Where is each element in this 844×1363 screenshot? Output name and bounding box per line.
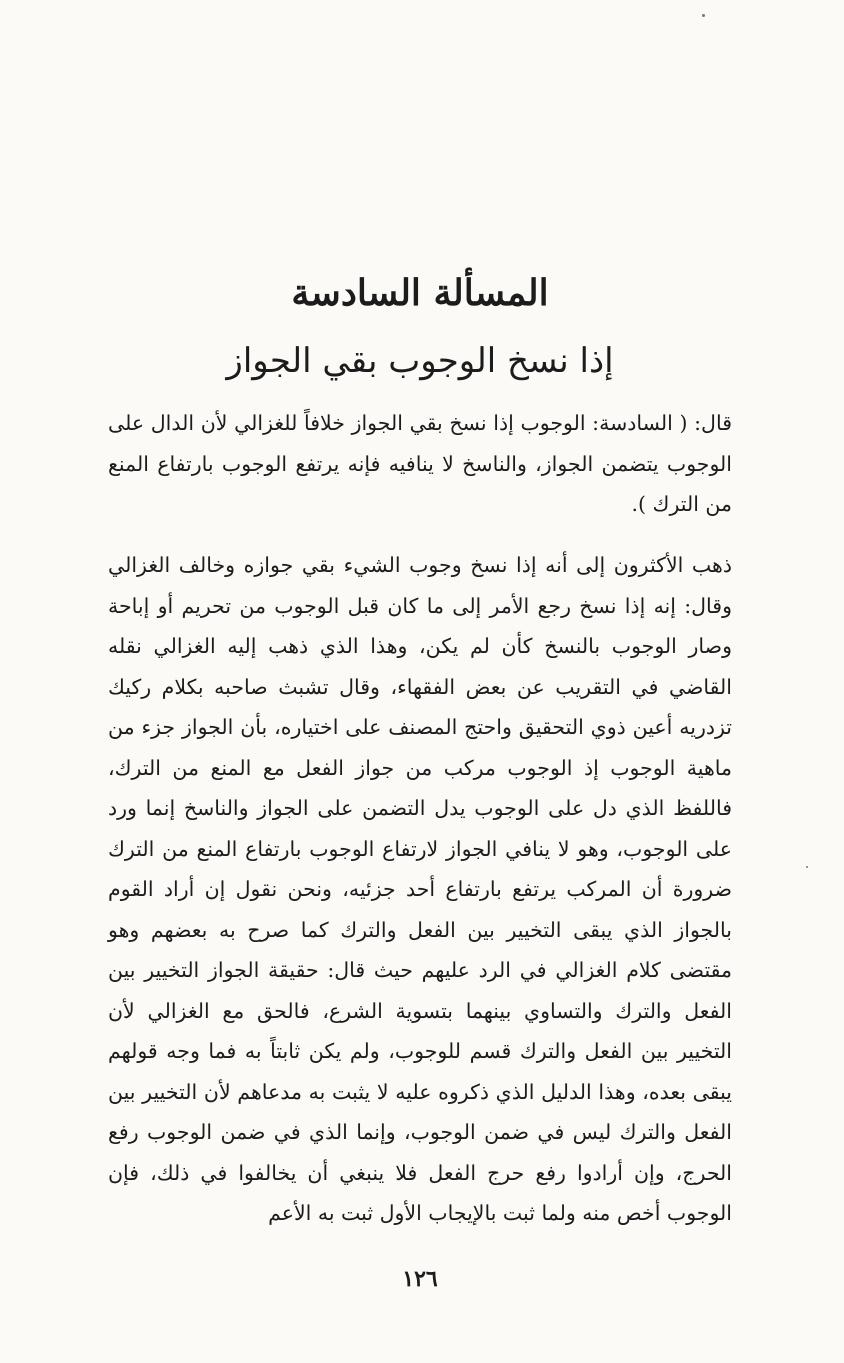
page-number: ١٢٦ xyxy=(402,1266,438,1292)
quoted-text-block xyxy=(108,403,732,525)
quote-paragraph: قال: ( السادسة: الوجوب إذا نسخ بقي الجواز خلافاً للغزالي لأن الدال على الوجوب يتضمن الجواز، والناسخ لا ينافيه فإنه يرتفع الوجوب بارتفاع المنع من الترك ). xyxy=(108,411,732,516)
chapter-title: المسألة السادسة xyxy=(291,272,549,314)
commentary-text-block xyxy=(108,545,732,1234)
body-paragraph: ذهب الأكثرون إلى أنه إذا نسخ وجوب الشيء بقي جوازه وخالف الغزالي وقال: إنه إذا نسخ رجع الأمر إلى ما كان قبل الوجوب من تحريم أو إباحة وصار الوجوب بالنسخ كأن لم يكن، وهذا الذي ذهب إليه الغزالي نقله القاضي في التقريب عن بعض الفقهاء، وقال تشبث صاحبه بكلام ركيك تزدريه أعين ذوي التحقيق واحتج المصنف على اختياره، بأن الجواز جزء من ماهية الوجوب إذ الوجوب مركب من جواز الفعل مع المنع من الترك، فاللفظ الذي دل على الوجوب يدل التضمن على الجواز والناسخ إنما ورد على الوجوب، وهو لا ينافي الجواز لارتفاع الوجوب بارتفاع المنع من الترك ضرورة أن المركب يرتفع بارتفاع أحد جزئيه، ونحن نقول إن أراد القوم بالجواز الذي يبقى التخيير بين الفعل والترك كما صرح به بعضهم وهو مقتضى كلام الغزالي في الرد عليهم حيث قال: حقيقة الجواز التخيير بين الفعل والترك والتساوي بينهما بتسوية الشرع، فالحق مع الغزالي لأن التخيير بين الفعل والترك قسم للوجوب، ولم يكن ثابتاً به فما وجه قولهم يبقى بعده، وهذا الدليل الذي ذكروه عليه لا يثبت به مدعاهم لأن التخيير بين الفعل والترك ليس في ضمن الوجوب، وإنما الذي في ضمن الوجوب رفع الحرج، وإن أرادوا رفع حرج الفعل فلا ينبغي أن يخالفوا في ذلك، فإن الوجوب أخص منه ولما ثبت بالإيجاب الأول ثبت به الأعم xyxy=(108,553,732,1225)
chapter-subtitle: إذا نسخ الوجوب بقي الجواز xyxy=(226,341,614,381)
scan-speck xyxy=(806,866,808,868)
scan-speck xyxy=(702,14,705,17)
